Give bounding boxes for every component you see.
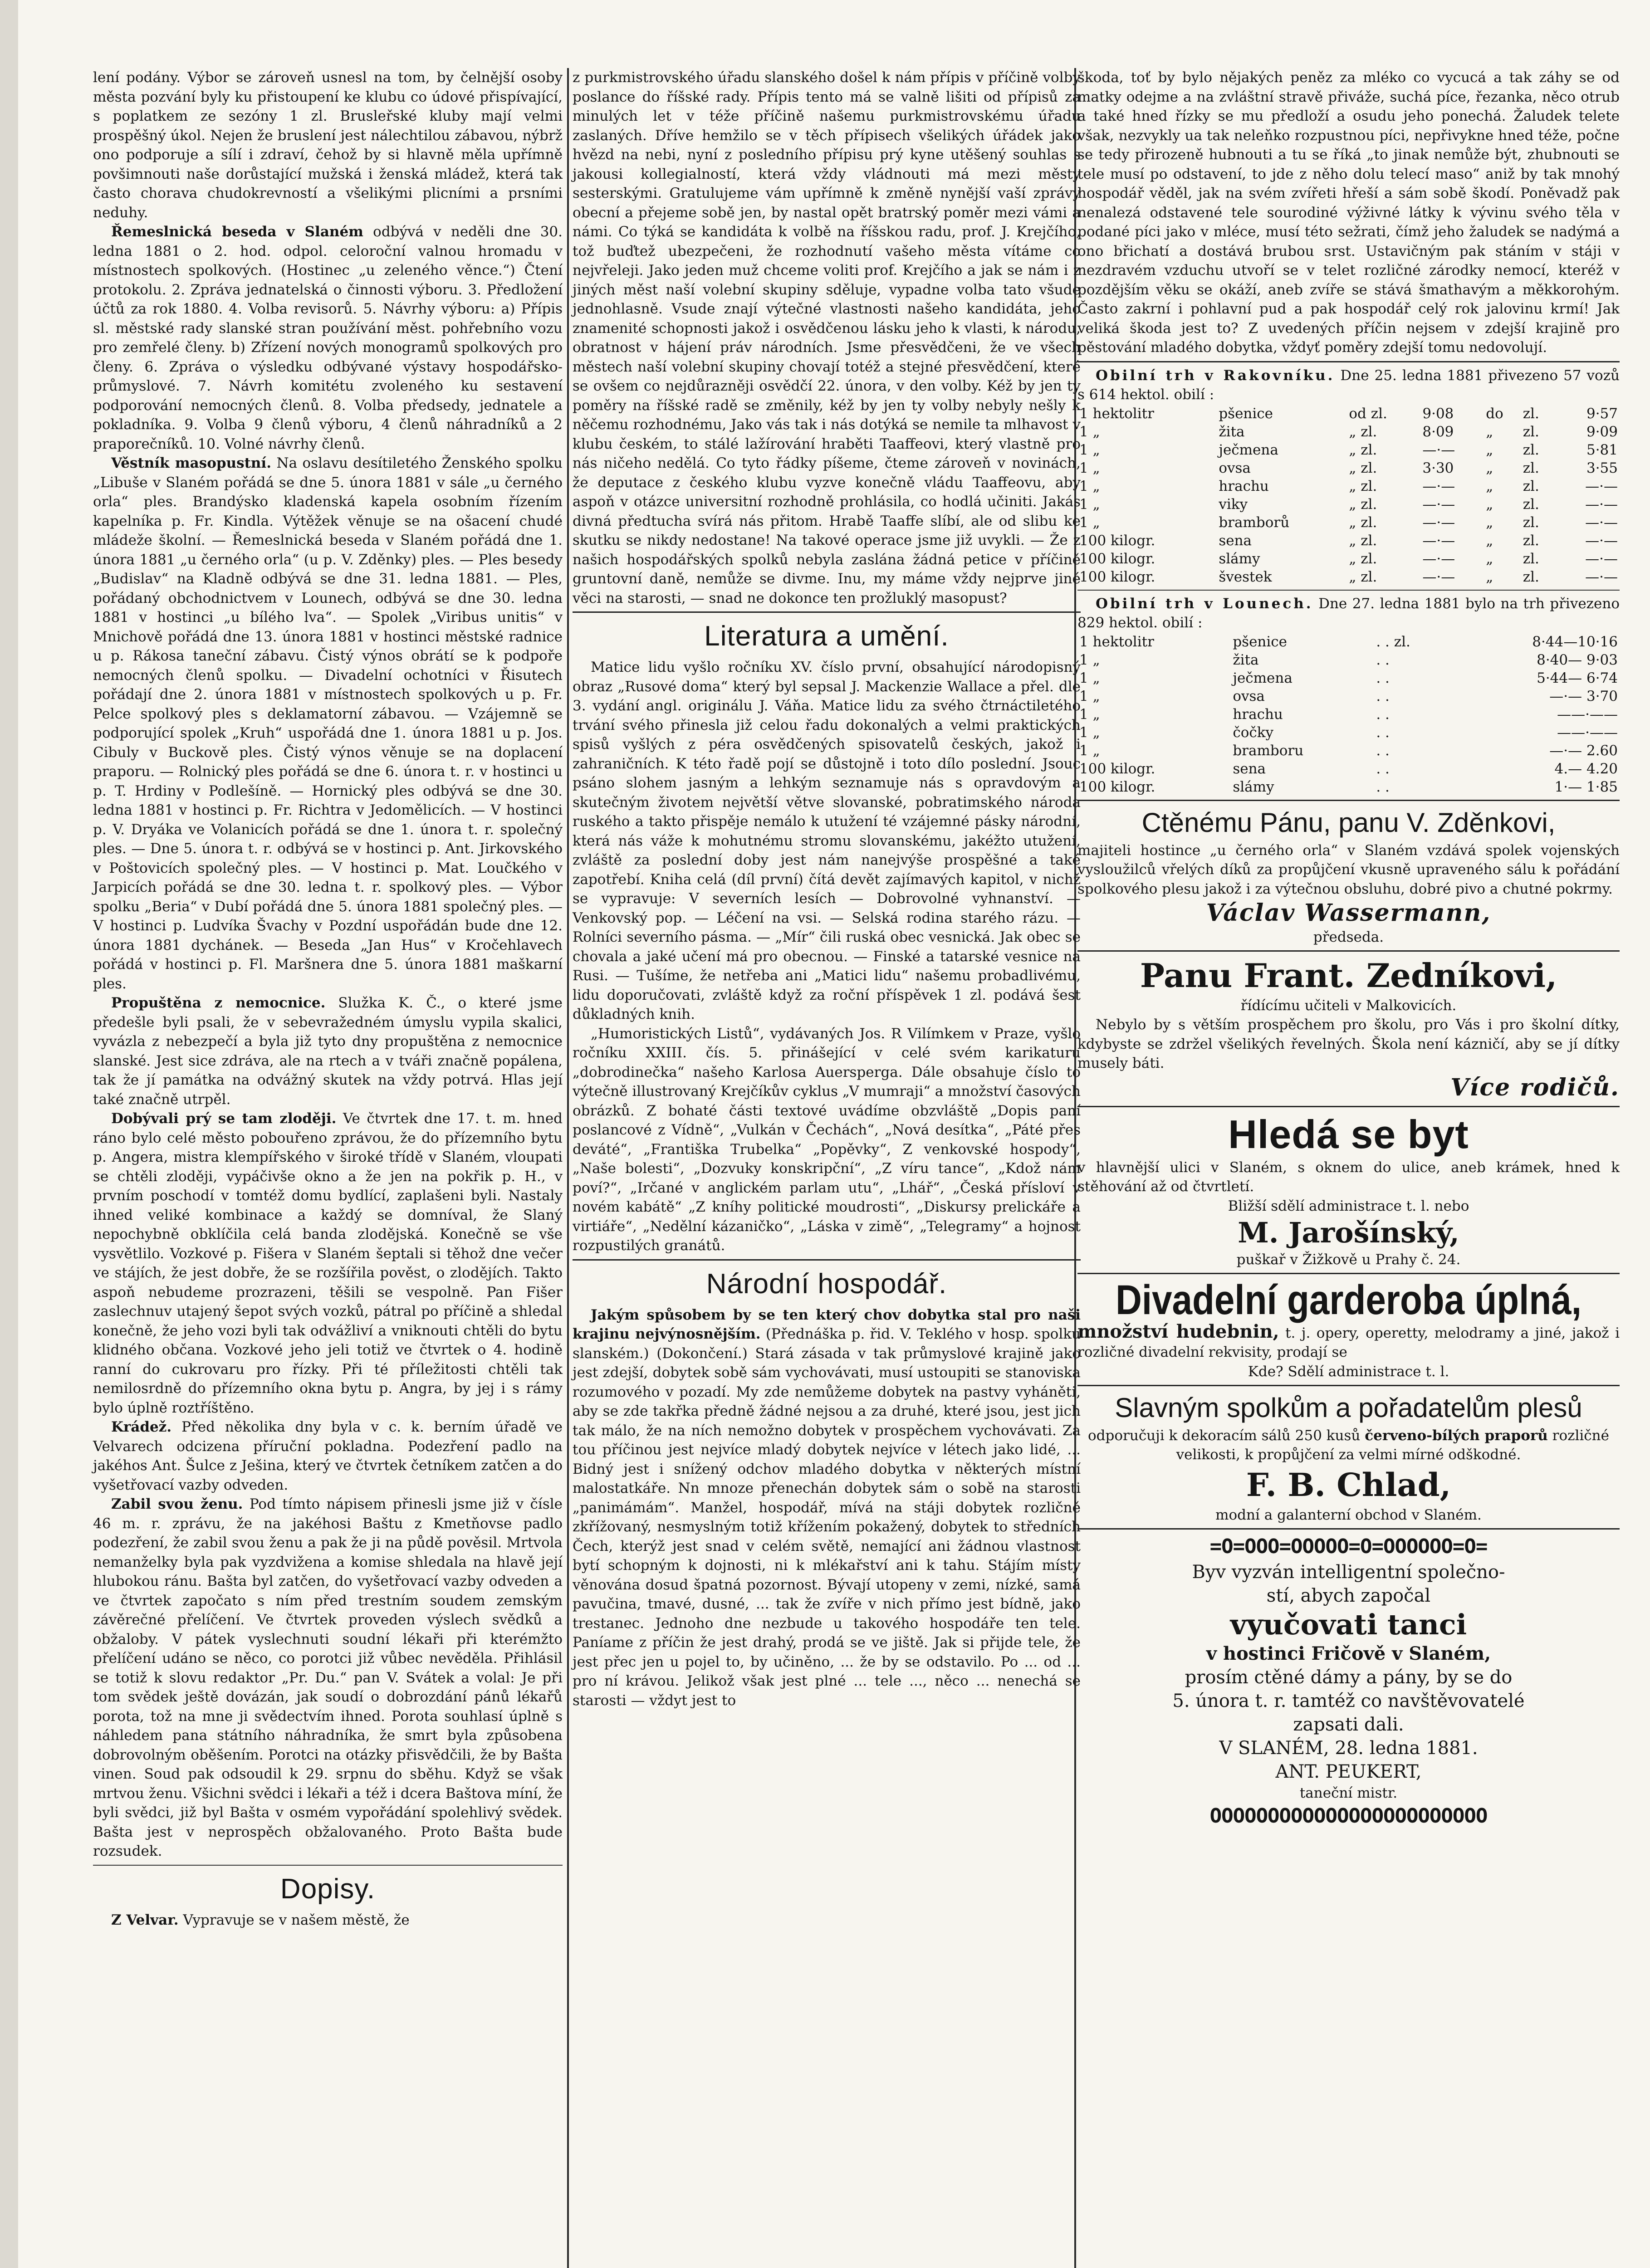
market-rakovnik-cell: —·—	[1422, 514, 1455, 531]
market-rakovnik-cell: —·—	[1585, 514, 1618, 531]
market-louny-row	[1077, 633, 1620, 651]
article-kradez: Před několika dny byla v c. k. berním úřadě ve Velvarech odcizena příruční pokladna. Podezření padlo na jakéhos Ant. Šulce z Ješina, který ve čtvrtek četníkem zatčen a do vyšetřovací vazby odveden.	[93, 1419, 563, 1493]
market-rakovnik-cell: 1 „	[1079, 514, 1100, 531]
market-rakovnik-cell: —·—	[1422, 532, 1455, 549]
section-divider	[573, 1259, 1081, 1261]
market-louny-cell: 1 hektolitr	[1079, 633, 1154, 650]
market-louny-cell: . .	[1376, 778, 1390, 795]
market-louny-row	[1077, 778, 1620, 796]
ad-byt-name: M. Jarošínský,	[1238, 1216, 1459, 1249]
market-rakovnik-cell: zl.	[1523, 423, 1539, 440]
market-louny-cell: 1 „	[1079, 724, 1100, 741]
section-divider	[1077, 361, 1620, 362]
ad-zdenek-role: předseda.	[1313, 929, 1384, 945]
market-rakovnik-cell: —·—	[1422, 478, 1455, 494]
market-rakovnik-cell: 8·09	[1422, 423, 1454, 440]
ad-byt-address: puškař v Žižkově u Prahy č. 24.	[1236, 1251, 1461, 1268]
section-divider	[93, 1865, 563, 1866]
market-rakovnik-cell: 9·57	[1586, 405, 1618, 422]
article-volba-poslance: z purkmistrovského úřadu slanského došel k nám přípis v příčině volby poslance do říšské rady. Přípis tento má se valně lišiti od přípisů za minulých let v téže příčině našemu purkmistrovskému úřadu zaslaných. Dříve hemžilo se v těch přípisech všelikých úřádek jako hvězd na nebi, nyní z posledního přípisu prý kyne utěšený souhlas s jakousi kollegialností, která vždy vládnouti má mezi městy sesterskými. Gratulujeme vám upřímně k změně nynější vaší zprávy obecní a přejeme sobě jen, by nastal opět bratrský poměr mezi vámi a námi. Co týká se kandidáta k volbě na říšskou radu, prof. J. Krejčího, tož buďtež ubezpečeni, že rozhodnutí vašeho města vítáme co nejvřeleji. Jako jeden muž chceme voliti prof. Krejčího a jak se nám i z jiných měst naší volební skupiny sděluje, vypadne volba tato všude jednohlasně. Vsude znají výtečné vlastnosti našeho kandidáta, jeho znamenité schopnosti jakož i osvědčenou lásku jeho k vlasti, k národu, obratnost v hájení práv národních. Jsme přesvědčeni, že ve všech městech naší volební skupiny chovají totéž a stejné přesvědčení, které se ovšem co nejdůrazněji osvědčí 22. února, v den volby. Kéž by jen ty poměry na říšské radě se změnily, kéž by jen ty volby nebyly nešly k něčemu rozhodnému, Jako vás tak i nás dotýká se nemile ta mlhavost v klubu českém, to stálé lažírování hraběti Taaffeovi, který vlastně pro nás ničeho nedělá. Co tyto řádky píšeme, čteme zároveň v novinách, že deputace z českého klubu vyzve konečně vládu Taaffeovu, aby aspoň v otázce universitní rozhodně prohlásila, co hodlá učiniti. Jakás divná předtucha svírá nás přitom. Hrabě Taaffe slíbí, ale od slibu ke skutku se nikdy nedostane! Na takové operace jsme již uvykli. — Že z našich hospodářských spolků nebyla zaslána žádná petice v příčině gruntovní daně, nemůže se divme. Inu, my máme vždy nejprve jiné věci na starosti, — snad ne dokonce ten prožluklý masopust?	[573, 69, 1081, 606]
ad-zednik-notice	[1077, 955, 1620, 1102]
market-rakovnik-row	[1077, 532, 1620, 550]
article-velvar: Vypravuje se v našem městě, že	[183, 1911, 410, 1928]
ad-peukert-role: taneční mistr.	[1299, 1784, 1398, 1801]
market-louny-row	[1077, 687, 1620, 705]
market-rakovnik-cell: zl.	[1523, 568, 1539, 585]
market-rakovnik-cell: 3·30	[1422, 459, 1454, 476]
market-rakovnik-cell: „ zl.	[1349, 423, 1377, 440]
market-rakovnik-table	[1077, 405, 1620, 586]
market-rakovnik-row	[1077, 513, 1620, 532]
ad-chlad-bold: červeno-bílých praporů	[1365, 1427, 1548, 1444]
heading-propustena: Propuštěna z nemocnice.	[111, 995, 326, 1011]
ad-peukert-line1: Byv vyzván intelligentní společno-	[1192, 1561, 1505, 1583]
market-louny-cell: 8·40— 9·03	[1537, 651, 1618, 668]
market-rakovnik-cell: 100 kilogr.	[1079, 532, 1155, 549]
ornament-chain-bottom: OOOOOOOOOOOOOOOOOOOOOOOO	[1209, 1804, 1488, 1828]
market-rakovnik-cell: „ zl.	[1349, 441, 1377, 458]
ad-garderoba-title: Divadelní garderoba úplná,	[1116, 1276, 1581, 1323]
market-rakovnik-cell: bramborů	[1219, 514, 1290, 531]
ad-zdenek-title: Ctěnému Pánu, panu V. Zděnkovi,	[1141, 807, 1556, 838]
market-rakovnik-cell: „	[1486, 478, 1493, 494]
market-louny-cell: 1 „	[1079, 688, 1100, 704]
article-propustena: Služka K. Č., o které jsme předešle byli psali, že v sebevražedném úmyslu vypila skalici, vyvázla z nebezpečí a byla již tyto dny propuštěna z nemocnice slanské. Jest sice zdráva, ale na rtech a v tváři značně popálena, tak že jí památka na odvážný skutek na vždy potrvá. Hlas její také značně utrpěl.	[93, 995, 563, 1108]
market-rakovnik-row	[1077, 550, 1620, 568]
market-rakovnik-row	[1077, 477, 1620, 495]
section-heading-narodni-hospodar: Národní hospodář.	[706, 1268, 947, 1300]
ad-hleda-se-byt	[1077, 1111, 1620, 1269]
market-rakovnik-row	[1077, 459, 1620, 477]
market-rakovnik-cell: —·—	[1585, 568, 1618, 585]
article-chov-dobytka-continued: škoda, toť by bylo nějakých peněz za mléko co vycucá a tak záhy se od matky odejme a na zvláštní stravě přiváže, suchá píce, řezanka, něco otrub a také hned řízky se mu předloží a osudu jeho ponechá. Žaludek telete však, nezvykly ua tak neleňko rozpustnou píci, nepřivykne hned téže, počne se tedy přirozeně hubnouti a tu se říká „to jinak nemůže být, zhubnouti se tele musí po odstavení, to jde z něho dolu telecí maso“ aniž by tak mnohý hospodář věděl, jak na svém zvířeti hřeší a sám sobě škodí. Poněvadž pak nenalezá odstavené tele sourodiné výživné látky k vývinu svého těla v podané píci jako v mléce, musí této sežrati, čímž jeho žaludek se nadýmá a ono břichatí a dostává brubou srst. Ustavičným pak stáním v stáji v nezdravém vzduchu utvoří se v telet rozličné zárodky nemocí, kteréž v pozdějším věku se okáží, aneb zvíře se stává šmathavým a měkkorohým. Často zakrní i pohlavní pud a pak hospodář celý rok jalovinu krmí! Jak veliká škoda jest to? Z uvedených příčin nejsem v zdejší krajině pro pěstování mladého dobytka, vždyť poměry zdejší tomu nedovolují.	[1077, 69, 1620, 356]
ad-chlad-role: modní a galanterní obchod v Slaném.	[1215, 1506, 1482, 1523]
market-rakovnik-cell: zl.	[1523, 496, 1539, 513]
market-rakovnik-cell: „	[1486, 441, 1493, 458]
market-rakovnik-cell: —·—	[1422, 441, 1455, 458]
market-louny-cell: . .	[1376, 688, 1390, 704]
market-rakovnik-cell: 1 „	[1079, 478, 1100, 494]
market-rakovnik-cell: do	[1486, 405, 1503, 422]
market-rakovnik-row	[1077, 568, 1620, 586]
market-rakovnik-cell: „ zl.	[1349, 459, 1377, 476]
ad-divider	[1077, 800, 1620, 801]
ad-peukert-name: ANT. PEUKERT,	[1275, 1761, 1422, 1782]
article-humoristicke-listy: „Humoristických Listů“, vydávaných Jos. R Vilímkem v Praze, vyšlo ročníku XXIII. čís. 5. přinášející v celé svém karikaturu „dobrodinečka“ našeho Karlosa Auersperga. Dále obsahuje číslo to výtečně illustrovaný Krejčíkův cyklus „V mumraji“ a množství časových obrázků. Z bohaté části textové uvádíme obzvláště „Dopis paní poslancové z Vídně“, „Vulkán v Čechách“, „Nová desítka“, „Páté přes deváté“, „Františka Trubelka“ „Popěvky“, Z venkovské hospody“, „Naše bolesti“, „Dozvuky konskripční“, „Z víru tance“, „Kdož nám poví?“, „Irčané v anglickém parlam utu“, „Lhář“, „Česká přísloví v novém kabátě“ „Z kníhy politické moudrosti“, „Diskursy prelickáře a virtiáře“, „Nedělní kázaničko“, „Láska v zimě“, „Telegramy“ a hojnost rozpustilých granátů.	[573, 1025, 1081, 1254]
ad-peukert-line4: v hostinci Fričově v Slaném,	[1206, 1642, 1491, 1664]
market-louny-cell: . . zl.	[1376, 633, 1410, 650]
ad-zednik-title: Panu Frant. Zedníkovi,	[1140, 956, 1557, 995]
market-rakovnik-cell: „	[1486, 568, 1493, 585]
ad-chlad-body2: rozličné velikosti, k propůjčení za velmi mírné odškodné.	[1176, 1427, 1609, 1463]
market-rakovnik-cell: „ zl.	[1349, 478, 1377, 494]
ad-chlad-prapory	[1077, 1390, 1620, 1525]
market-louny-cell: 5·44— 6·74	[1537, 670, 1618, 686]
market-rakovnik-cell: hrachu	[1219, 478, 1269, 494]
market-rakovnik-cell: —·—	[1585, 496, 1618, 513]
section-divider	[573, 611, 1081, 613]
market-rakovnik-row	[1077, 423, 1620, 441]
ad-divider	[1077, 1106, 1620, 1107]
section-heading-literatura: Literatura a umění.	[704, 621, 949, 652]
market-louny-cell: ——·——	[1557, 706, 1618, 723]
market-rakovnik-heading: Obilní trh v Rakovníku.	[1096, 367, 1335, 384]
market-louny-cell: . .	[1376, 651, 1390, 668]
market-louny-row	[1077, 651, 1620, 669]
article-zabil-svou-zenu: Pod tímto nápisem přinesli jsme již v čísle 46 m. r. zprávu, že na jakéhosi Baštu z Kmetňovse padlo podezření, že zabil svou ženu a pak že ji na půdě pověsil. Mrtvola nemanželky byla pak vyzdvižena a komise shledala na hlavě její hlubokou ránu. Bašta byl zatčen, do vyšetřovací vazby odveden a ve čtvrtek započato s ním před trestním soudem zemským závěrečné přelíčení. Ve čtvrtek proveden výslech svědků a obžaloby. V pátek vyslechnuti soudní lékaři při kterémžto přelíčení udáno se něco, co porotci již vůbec nevěděla. Přihlásil se totiž k slovu redaktor „Pr. Du.“ pan V. Svátek a volal: Je při tom svědek ještě dovázán, jak soudí o dobrozdání pánů lékařů porota, tož na mne ji svědectvím ihned. Porota souhlasí úplně s náhledem pana státního náhradníka, že smrt byla způsobena dobrovolným oběšením. Porotci na otázky přisvědčili, že by Bašta vinen. Soud pak odsoudil k 29. srpnu do sběhu. Když se však mrtvou ženu. Všichni svědci i lékaři a též i dcera Baštova míní, že byli svědci, již byl Bašta v osmém vypořádání spolehlivý svědek. Bašta jest v neprospěch obžalovaného. Proto Bašta bude rozsudek.	[93, 1496, 563, 1859]
market-rakovnik-cell: —·—	[1422, 568, 1455, 585]
market-louny-cell: ——·——	[1557, 724, 1618, 741]
market-rakovnik-row	[1077, 495, 1620, 513]
ad-byt-body: v hlavnější ulici v Slaném, s oknem do ulice, aneb krámek, hned k stěhování až od čtvrtletí.	[1077, 1159, 1620, 1195]
article-chov-dobytka: (Přednáška p. řid. V. Teklého v hosp. spolku slanském.) (Dokončení.) Stará zásada v tak průmyslové krajině jako jest zdejší, dobytek sobě sám vychovávati, musí ustoupiti se stanoviska rozumového v pozadí. My zde nemůžeme dobytek na pastvy vyháněti, aby se zde takřka předně žádné nejsou a za druhé, které jsou, jest jich tak málo, že na ních nemožno dobytek v prospěchem vychovávati. Za tou příčinou jest nejvíce mladý dobytek nejvíce v létech jako lidé, ... Bidný jest i snížený odchov mladého dobytka v některých místní malostatkáře. Nn mnoze přenechán dobytek sám o sobě na starosti „panimámám“. Manžel, hospodář, mívá na stáji dobytek rozličně zkřížovaný, nesmyslným totiž křížením pokažený, dobytek to středních Čech, kterýž jest snad v celém světě, nemající ani žádnou vlastnost bytí schopným k dojnosti, ni k mlékařství ani k tahu. Stájím místy věnována dosud špatná pozornost. Bývají utopeny v zemi, nízké, samá pavučina, tmavé, dusné, ... tak že zvíře v nich přímo jest bídně, jako trestanec. Jednoho dne nezbude u takového hospodáře ten tele. Paníame z příčin že jest drahý, prodá se ve jiště. Jak si přijde tele, že jest přec jen u pojel to, by učiněno, ... že by se odstavilo. Po ... od ... pro ní krávou. Jelikož však jest plné ... tele ..., něco ... nenechá se starosti — vždyt jest to	[573, 1326, 1081, 1709]
market-louny-cell: 4.— 4.20	[1554, 760, 1618, 777]
market-louny-cell: . .	[1376, 724, 1390, 741]
ad-divider	[1077, 1385, 1620, 1386]
market-louny-cell: 1·— 1·85	[1554, 778, 1618, 795]
ad-garderoba	[1077, 1278, 1620, 1381]
ad-peukert-title: vyučovati tanci	[1230, 1608, 1467, 1641]
ad-zednik-body: Nebylo by s větším prospěchem pro školu, pro Vás i pro školní dítky, kdybyste se zdržel všelikých řevelných. Škola není kázničí, aby se jí dítky musely báti.	[1077, 1017, 1620, 1071]
market-rakovnik-cell: „	[1486, 496, 1493, 513]
article-matice-lidu: Matice lidu vyšlo ročníku XV. číslo první, obsahující národopisný obraz „Rusové doma“ který byl sepsal J. Mackenzie Wallace a přel. dle 3. vydání angl. originálu J. Váňa. Matice lidu za svého čtrnáctiletého trvání svého přinesla již celou řadu dokonalých a velmi praktických spisů vyšlých z péra osvědčených spisovatelů českých, jakož i zahraničních. K této řadě pojí se důstojně i toto dílo poslední. Jsouc psáno slohem jasným a lehkým seznamuje nás s opravdovým a skutečným životem největší větve slovanské, pobratimského národa ruského a takto přispěje nemálo k utužení té vzájemné pásky národní, která nás váže k mohutnému stromu slovanskému, jakéžto utužení, zvláště za poslední doby jest nám nanejvýše prospěšné a také zapotřebí. Kniha celá (díl první) čítá devět zajímavých kapitol, v nichž se vypravuje: V severních lesích — Dobrovolné vyhnanství. — Venkovský pop. — Léčení na vsi. — Selská rodina starého rázu. — Rolníci severního pásma. — „Mír“ čili ruská obec vesnická. Jak obec se chovala a jaké učení má pro obecnou. — Finské a tatarské vesnice na Rusi. — Tušíme, že netřeba ani „Matici lidu“ našemu probadlivému, lidu doporučovati, zvláště když za roční příspěvek 1 zl. podává šest důkladných knih.	[573, 659, 1081, 1022]
market-louny-cell: . .	[1376, 760, 1390, 777]
market-louny-row	[1077, 723, 1620, 742]
ad-divider	[1077, 950, 1620, 952]
market-louny-cell: 8·44—10·16	[1532, 633, 1618, 650]
ad-garderoba-lead: množství hudebnin,	[1077, 1320, 1279, 1342]
ad-garderoba-contact: Kde? Sdělí administrace t. l.	[1248, 1363, 1449, 1380]
heading-dobyvali: Dobývali prý se tam zloději.	[111, 1110, 337, 1127]
market-louny-cell: hrachu	[1233, 706, 1283, 723]
market-louny-cell: ječmena	[1233, 670, 1293, 686]
ad-peukert-line6: 5. února t. r. tamtéž co navštěvovatelé	[1172, 1690, 1525, 1711]
market-rakovnik-cell: 5·81	[1586, 441, 1618, 458]
market-louny-cell: . .	[1376, 706, 1390, 723]
ad-zednik-signature: Více rodičů.	[1450, 1073, 1620, 1101]
market-rakovnik-cell: zl.	[1523, 478, 1539, 494]
market-louny-cell: bramboru	[1233, 742, 1304, 759]
market-rakovnik-cell: 1 „	[1079, 441, 1100, 458]
market-louny-cell: ovsa	[1233, 688, 1265, 704]
market-louny-cell: . .	[1376, 670, 1390, 686]
page-spine-shadow	[0, 0, 18, 2268]
market-rakovnik-cell: „ zl.	[1349, 514, 1377, 531]
market-rakovnik-cell: „ zl.	[1349, 496, 1377, 513]
market-louny-cell: 100 kilogr.	[1079, 778, 1155, 795]
market-louny-cell: —·— 2.60	[1549, 742, 1618, 759]
market-louny-cell: žita	[1233, 651, 1259, 668]
article-remeslnicka-beseda: odbývá v neděli dne 30. ledna 1881 o 2. hod. odpol. celoroční valnou hromadu v místnostech spolkových. (Hostinec „u zeleného věnce.“) Čtení protokolu. 2. Zpráva jednatelská o činnosti výboru. 3. Předložení účtů za rok 1880. 4. Volba revisorů. 5. Návrhy výboru: a) Přípis sl. městské rady slanské stran používání měst. pohřebního vozu pro zemřelé členy. b) Zřízení nových monogramů spolkových pro členy. 6. Zpráva o výsledku odbývané výstavy hospodářsko-průmyslové. 7. Návrh komitétu zvoleného ku sestavení podporování nemocných členů. 8. Volba předsedy, jednatele a pokladníka. 9. Volba 9 členů výboru, 4 členů náhradníků a 2 praporečníků. 10. Volné návrhy členů.	[93, 224, 563, 452]
ad-divider	[1077, 1528, 1620, 1530]
market-louny-cell: 1 „	[1079, 670, 1100, 686]
ad-divider	[1077, 1273, 1620, 1274]
section-heading-dopisy: Dopisy.	[280, 1873, 376, 1905]
market-rakovnik-cell: 1 „	[1079, 423, 1100, 440]
market-rakovnik-cell: viky	[1219, 496, 1248, 513]
market-louny-cell: —·— 3·70	[1549, 688, 1618, 704]
market-rakovnik-cell: ječmena	[1219, 441, 1278, 458]
market-louny-row	[1077, 760, 1620, 778]
market-louny-cell: 1 „	[1079, 651, 1100, 668]
market-rakovnik-cell: „ zl.	[1349, 532, 1377, 549]
market-rakovnik-cell: zl.	[1523, 441, 1539, 458]
market-rakovnik-cell: 1 hektolitr	[1079, 405, 1154, 422]
market-louny-intro: Dne 27. ledna 1881 bylo na trh přivezeno 829 hektol. obilí :	[1077, 595, 1620, 631]
article-vestnik-masopustni: Na oslavu desítiletého Ženského spolku „Libuše v Slaném pořádá se dne 5. února 1881 v sále „u černého orla“ ples. Brandýsko kladenská kapela osobním řízením kapelníka p. Fr. Kindla. Výtěžek věnuje se na ošacení chudé mládeže školní. — Řemeslnická beseda v Slaném pořádá dne 1. února 1881 „u černého orla“ (u p. V. Zděnky) ples. — Ples besedy „Budislav“ na Kladně odbývá se dne 31. ledna 1881. — Ples, pořádaný obchodnictvem v Lounech, odbývá se dne 30. ledna 1881 v hostinci „u bílého lva“. — Spolek „Viribus unitis“ v Mnichově pořádá dne 13. února 1881 v hostinci městské radnice u p. Rákosa taneční zábavu. Čistý výnos obrátí se k podpoře nemocných členů spolku. — Divadelní ochotníci v Řisutech pořádají dne 2. února 1881 v místnostech spolkových u p. Fr. Pelce spolkový ples s deklamatorní zábavou. — Vzájemně se podporující spolek „Kruh“ uspořádá dne 1. února 1881 u p. Jos. Cibuly v Buckově ples. Čistý výnos věnuje se na doplacení praporu. — Rolnický ples pořádá se dne 6. února t. r. v hostinci u p. T. Hrdiny v Podlešíně. — Hornický ples odbývá se dne 30. ledna 1881 v hostinci p. Fr. Richtra v Jedomělicích. — V hostinci p. V. Dryáka ve Volanicích pořádá se dne 1. února t. r. společný ples. — Dne 5. února t. r. odbývá se v hostinci p. Ant. Jirkovského v Poštovicích společný ples. — V hostinci p. Mat. Loučkého v Jarpicích pořádá se dne 30. ledna t. r. spolkový ples. — Výbor spolku „Beria“ v Dubí pořádá dne 5. února 1881 společný ples. — V hostinci p. Ludvíka Švachy v Pozdní uspořádán bude dne 12. února 1881 dychánek. — Beseda „Jan Hus“ v Kročehlavech pořádá v hostinci p. Fl. Maršnera dne 5. února 1881 maškarní ples.	[93, 455, 563, 992]
market-rakovnik-cell: 9·08	[1422, 405, 1454, 422]
market-louny-cell: slámy	[1233, 778, 1274, 795]
ad-zdenek-signature: Václav Wassermann,	[1206, 899, 1491, 927]
column-3	[1077, 68, 1620, 1830]
market-louny-row	[1077, 705, 1620, 723]
market-rakovnik-cell: 1 „	[1079, 459, 1100, 476]
market-louny-cell: pšenice	[1233, 633, 1288, 650]
ad-peukert-tanci	[1077, 1533, 1620, 1830]
market-louny-cell: čočky	[1233, 724, 1274, 741]
ad-chlad-name: F. B. Chlad,	[1246, 1466, 1451, 1504]
market-rakovnik-cell: sena	[1219, 532, 1252, 549]
ad-zdenek-thanks	[1077, 805, 1620, 947]
ad-byt-contact: Bližší sdělí administrace t. l. nebo	[1228, 1198, 1469, 1214]
heading-vestnik-masopustni: Věstník masopustní.	[111, 455, 271, 471]
market-rakovnik-cell: —·—	[1422, 496, 1455, 513]
market-rakovnik-cell: zl.	[1523, 532, 1539, 549]
ad-garderoba-body: t. j. opery, operetty, melodramy a jiné, jakož i rozličné divadelní rekvisity, prodají se	[1077, 1325, 1620, 1360]
ad-peukert-line5: prosím ctěné dámy a pány, by se do	[1185, 1667, 1513, 1688]
heading-kradez: Krádež.	[111, 1419, 172, 1435]
market-rakovnik-cell: „	[1486, 514, 1493, 531]
column-2	[573, 68, 1081, 1710]
market-rakovnik-row	[1077, 441, 1620, 459]
ad-chlad-body1: odporučuji k dekoracím sálů 250 kusů	[1088, 1427, 1361, 1444]
market-rakovnik-cell: 1 „	[1079, 496, 1100, 513]
market-rakovnik-cell: —·—	[1585, 478, 1618, 494]
market-rakovnik-cell: zl.	[1523, 405, 1539, 422]
market-louny-cell: 1 „	[1079, 706, 1100, 723]
column-1	[93, 68, 563, 1930]
article-dobyvali: Ve čtvrtek dne 17. t. m. hned ráno bylo celé město pobouřeno zprávou, že do přízemního bytu p. Angera, mistra klempířského v široké třídě v Slaném, vloupati se chtěli zloději, vypáčivše okno a že jen na pokřik p. H., v prvním poschodí v tomtéž domu bydlící, zaplašeni byli. Nastaly ihned veliké kombinace a každý se domníval, že Slaný nepochybně obklíčila celá banda zlodějská. Konečně se vše vysvětlilo. Vozkové p. Fišera v Slaném šeptali si těhož dne večer ve stájích, že jest dobře, že se rozšířila pověst, o zlodějích. Takto aspoň nebudeme prozrazeni, těšili se vespolně. Pan Fišer zaslechnuv utajený šepot svých vozků, pátral po příčině a shledal konečně, že jeho vozi byli tak odvážliví a vniknouti chtěli do bytu klidného občana. Vozkové jeho jeli totiž ve čtvrtek o 4. hodině ranní do cukrovaru pro řízky. Při té příležitosti chtěli tak nemilosrdně do přízemního okna bytu p. Angra, by jej i s rámy bylo úplně roztříštěno.	[93, 1110, 563, 1416]
market-rakovnik-cell: od zl.	[1349, 405, 1387, 422]
ornament-chain-top: =O=OOO=OOOOO=O=OOOOOO=O=	[1209, 1535, 1488, 1558]
column-rule-left	[567, 68, 569, 2268]
heading-chov-dobytka: Jakým spůsobem by se ten který chov dobytka stal pro naši krajinu nejvýnosnějším.	[573, 1306, 1081, 1342]
ad-byt-title: Hledá se byt	[1228, 1111, 1469, 1157]
heading-remeslnicka-beseda: Řemeslnická beseda v Slaném	[111, 224, 363, 240]
ad-peukert-line2: stí, abych započal	[1266, 1585, 1431, 1606]
market-rakovnik-cell: „	[1486, 550, 1493, 567]
market-louny-table	[1077, 633, 1620, 796]
ad-zednik-subtitle: řídícímu učiteli v Malkovicích.	[1240, 997, 1457, 1014]
article-bruslarsky-klub: lení podány. Výbor se zároveň usnesl na tom, by čelnější osoby města pozvání byly ku přistoupení ke klubu co údové přispívající, s poplatkem ze sezóny 1 zl. Brusleřské kluby mají velmi prospěšný úkol. Nejen že bruslení jest nálechtilou zábavou, nýbrž ono podporuje a sílí i zdraví, čehož by si hlavně měla upřímně povšimnouti naše dorůstající mužská i ženská mládež, která tak často chorava chudokrevností a všelikými plicními a prsními neduhy.	[93, 69, 563, 221]
market-rakovnik-cell: „ zl.	[1349, 550, 1377, 567]
market-rakovnik-cell: —·—	[1585, 550, 1618, 567]
heading-zabil-svou-zenu: Zabil svou ženu.	[111, 1496, 243, 1512]
market-rakovnik-cell: „	[1486, 423, 1493, 440]
market-rakovnik-row	[1077, 405, 1620, 423]
market-rakovnik-cell: „	[1486, 532, 1493, 549]
market-rakovnik-cell: žita	[1219, 423, 1245, 440]
market-rakovnik-cell: 9·09	[1586, 423, 1618, 440]
market-rakovnik-cell: ovsa	[1219, 459, 1251, 476]
market-louny-cell: sena	[1233, 760, 1266, 777]
market-rakovnik-cell: zl.	[1523, 514, 1539, 531]
market-rakovnik-cell: 3·55	[1586, 459, 1618, 476]
market-louny-row	[1077, 669, 1620, 687]
market-rakovnik-cell: —·—	[1585, 532, 1618, 549]
market-louny-cell: 1 „	[1079, 742, 1100, 759]
market-rakovnik-cell: švestek	[1219, 568, 1272, 585]
ad-zdenek-body: majiteli hostince „u černého orla“ v Slaném vzdává spolek vojenských vysloužilců vřelých díků za propůjčení vkusně upraveného sálu k pořádání spolkového plesu jakož i za výtečnou obsluhu, dobré pivo a chutné pokrmy.	[1077, 842, 1620, 897]
market-rakovnik-intro: Dne 25. ledna 1881 přivezeno 57 vozů s 614 hektol. obilí :	[1077, 367, 1620, 403]
ad-peukert-line7: zapsati dali.	[1293, 1714, 1404, 1735]
section-divider	[1077, 590, 1620, 591]
market-rakovnik-cell: zl.	[1523, 550, 1539, 567]
market-rakovnik-cell: 100 kilogr.	[1079, 568, 1155, 585]
market-rakovnik-cell: 100 kilogr.	[1079, 550, 1155, 567]
dateline-velvar: Z Velvar.	[111, 1911, 179, 1928]
market-rakovnik-cell: —·—	[1422, 550, 1455, 567]
market-louny-cell: . .	[1376, 742, 1390, 759]
ad-peukert-date: V SLANÉM, 28. ledna 1881.	[1219, 1737, 1478, 1759]
market-rakovnik-cell: zl.	[1523, 459, 1539, 476]
market-louny-row	[1077, 742, 1620, 760]
market-louny-heading: Obilní trh v Lounech.	[1096, 595, 1313, 612]
market-rakovnik-cell: „ zl.	[1349, 568, 1377, 585]
market-rakovnik-cell: slámy	[1219, 550, 1260, 567]
market-rakovnik-cell: pšenice	[1219, 405, 1273, 422]
market-rakovnik-cell: „	[1486, 459, 1493, 476]
market-louny-cell: 100 kilogr.	[1079, 760, 1155, 777]
ad-chlad-title: Slavným spolkům a pořadatelům plesů	[1115, 1392, 1582, 1423]
